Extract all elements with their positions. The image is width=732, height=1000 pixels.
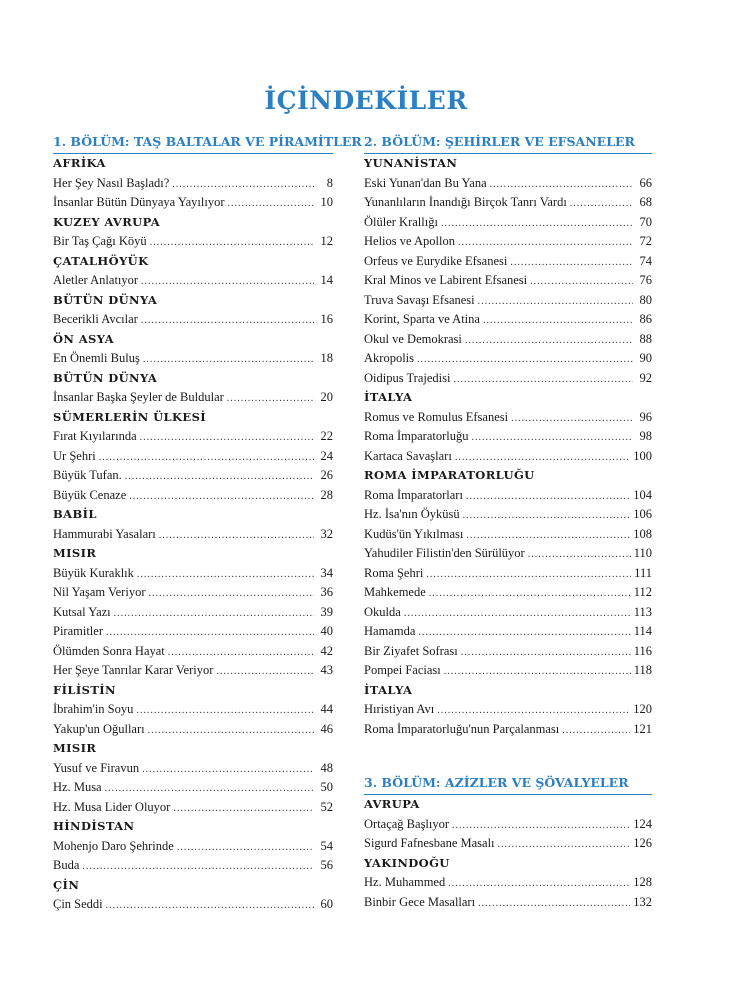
entry-title: Nil Yaşam Veriyor — [53, 585, 146, 599]
dot-leader — [429, 584, 631, 603]
toc-entry[interactable] — [53, 603, 333, 623]
toc-entry[interactable] — [364, 544, 652, 564]
toc-entry[interactable] — [364, 447, 652, 467]
toc-entry[interactable] — [364, 291, 652, 311]
entry-title: Aletler Anlatıyor — [53, 273, 139, 287]
entry-title: Akropolis — [364, 351, 414, 365]
entry-title: Büyük Kuraklık — [53, 565, 134, 580]
page-number: 22 — [320, 429, 333, 443]
dot-leader — [148, 584, 314, 603]
page-number: 20 — [320, 390, 333, 404]
entry-title: Oidipus Trajedisi — [364, 370, 451, 385]
page-number: 10 — [320, 195, 333, 209]
toc-entry[interactable] — [364, 873, 652, 893]
dot-leader — [417, 350, 633, 369]
dot-leader — [478, 894, 630, 913]
entry-title: Büyük Tufan. — [53, 468, 122, 482]
page-number: 118 — [633, 663, 652, 677]
page-number: 76 — [639, 273, 652, 287]
entry-title: Kartaca Savaşları — [364, 448, 452, 463]
dot-leader — [177, 838, 314, 857]
toc-entry[interactable] — [53, 427, 333, 447]
entry-title: Kudüs'ün Yıkılması — [364, 526, 464, 541]
page-number: 46 — [320, 721, 333, 736]
entry-title: Helios ve Apollon — [364, 234, 455, 248]
toc-entry[interactable] — [53, 661, 333, 681]
page-number: 100 — [633, 448, 652, 463]
page-number: 121 — [633, 721, 652, 736]
toc-entry[interactable] — [364, 720, 652, 740]
dot-leader — [511, 409, 633, 428]
dot-leader — [478, 292, 633, 311]
toc-entry[interactable] — [364, 505, 652, 525]
dot-leader — [444, 662, 631, 681]
page-number: 12 — [320, 234, 333, 248]
dot-leader — [472, 428, 634, 447]
region-heading: KUZEY AVRUPA — [53, 214, 161, 229]
page-number: 112 — [633, 585, 652, 599]
section-title: 3. BÖLÜM: AZİZLER VE ŞÖVALYELER — [364, 775, 652, 795]
dot-leader — [173, 799, 314, 818]
dot-leader — [448, 874, 630, 893]
toc-entry[interactable] — [364, 700, 652, 720]
page-number: 132 — [633, 894, 652, 909]
region-heading: FİLİSTİN — [53, 682, 116, 697]
page-number: 16 — [320, 312, 333, 326]
page-number: 88 — [639, 331, 652, 346]
page-number: 126 — [633, 836, 652, 850]
toc-entry[interactable] — [53, 349, 333, 369]
page-number: 39 — [320, 604, 333, 619]
toc-entry[interactable] — [364, 661, 652, 681]
toc-entry[interactable] — [53, 388, 333, 408]
region-heading: YAKINDOĞU — [364, 855, 450, 870]
dot-leader — [452, 816, 630, 835]
page-number: 32 — [320, 526, 333, 541]
region-heading: AVRUPA — [364, 797, 420, 811]
entry-title: Kutsal Yazı — [53, 604, 111, 619]
dot-leader — [530, 272, 633, 291]
page-number: 111 — [634, 565, 652, 580]
dot-leader — [528, 545, 631, 564]
dot-leader — [168, 643, 314, 662]
toc-entry[interactable] — [364, 232, 652, 252]
page-number: 70 — [639, 214, 652, 229]
toc-entry[interactable] — [364, 834, 652, 854]
dot-leader — [140, 428, 314, 447]
entry-title: Ölümden Sonra Hayat — [53, 643, 165, 658]
region-heading: İTALYA — [364, 390, 413, 404]
dot-leader — [99, 448, 314, 467]
page-number: 120 — [633, 702, 652, 716]
section-title: 1. BÖLÜM: TAŞ BALTALAR VE PİRAMİTLER — [53, 134, 333, 154]
toc-entry[interactable] — [53, 720, 333, 740]
dot-leader — [510, 253, 633, 272]
page-number: 106 — [633, 507, 652, 521]
toc-entry[interactable] — [364, 213, 652, 233]
dot-leader — [216, 662, 314, 681]
entry-title: Hz. Muhammed — [364, 875, 446, 889]
toc-column-right — [364, 134, 652, 912]
page-number: 48 — [320, 760, 333, 775]
toc-entry[interactable] — [53, 837, 333, 857]
toc-entry[interactable] — [53, 525, 333, 545]
entry-title: Okul ve Demokrasi — [364, 331, 462, 346]
dot-leader — [465, 331, 633, 350]
entry-title: Truva Savaşı Efsanesi — [364, 292, 475, 307]
entry-title: Ur Şehri — [53, 448, 96, 463]
page-number: 98 — [639, 429, 652, 443]
toc-entry[interactable] — [364, 486, 652, 506]
dot-leader — [129, 487, 314, 506]
toc-entry[interactable] — [364, 310, 652, 330]
entry-title: Eski Yunan'dan Bu Yana — [364, 175, 487, 190]
region-heading: YUNANİSTAN — [364, 156, 458, 170]
dot-leader — [227, 389, 314, 408]
page-number: 56 — [320, 858, 333, 872]
toc-entry[interactable] — [364, 564, 652, 584]
page-number: 116 — [633, 643, 652, 658]
region-heading: MISIR — [53, 741, 97, 755]
region-heading: ÇATALHÖYÜK — [53, 253, 149, 268]
toc-entry[interactable] — [53, 856, 333, 876]
toc-entry[interactable] — [364, 525, 652, 545]
toc-entry[interactable] — [53, 798, 333, 818]
entry-title: İnsanlar Başka Şeyler de Buldular — [53, 390, 224, 404]
entry-title: Bir Taş Çağı Köyü — [53, 234, 147, 248]
page-number: 36 — [320, 585, 333, 599]
entry-title: Romus ve Romulus Efsanesi — [364, 409, 509, 424]
toc-entry[interactable] — [364, 193, 652, 213]
toc-entry[interactable] — [53, 759, 333, 779]
dot-leader — [125, 467, 314, 486]
page-number: 96 — [639, 409, 652, 424]
dot-leader — [562, 721, 630, 740]
entry-title: Buda — [53, 858, 80, 872]
page-number: 28 — [320, 487, 333, 502]
toc-entry[interactable] — [364, 174, 652, 194]
dot-leader — [455, 448, 630, 467]
entry-title: Fırat Kıyılarında — [53, 429, 137, 443]
page-number: 18 — [320, 351, 333, 365]
entry-title: Piramitler — [53, 624, 103, 638]
toc-entry[interactable] — [364, 427, 652, 447]
page-number: 68 — [639, 195, 652, 209]
entry-title: Mahkemede — [364, 585, 426, 599]
dot-leader — [418, 623, 630, 642]
dot-leader — [490, 175, 633, 194]
region-heading: MISIR — [53, 546, 97, 560]
dot-leader — [498, 835, 631, 854]
page-number: 90 — [639, 351, 652, 365]
page-number: 108 — [633, 526, 652, 541]
dot-leader — [426, 565, 631, 584]
region-heading: BÜTÜN DÜNYA — [53, 370, 158, 385]
toc-entry[interactable] — [53, 895, 333, 915]
entry-title: Roma İmparatorluğu'nun Parçalanması — [364, 721, 560, 736]
toc-entry[interactable] — [53, 271, 333, 291]
entry-title: Ölüler Krallığı — [364, 214, 438, 229]
dot-leader — [136, 701, 314, 720]
entry-title: Yusuf ve Firavun — [53, 760, 140, 775]
dot-leader — [466, 526, 630, 545]
toc-entry[interactable] — [53, 447, 333, 467]
page-title: İÇİNDEKİLER — [264, 86, 468, 115]
page-number: 113 — [633, 604, 652, 619]
page-number: 54 — [320, 838, 333, 853]
entry-title: Çin Seddi — [53, 897, 103, 911]
entry-title: Hz. Musa Lider Oluyor — [53, 799, 171, 814]
section-gap — [364, 739, 652, 775]
page-number: 40 — [320, 624, 333, 638]
toc-entry[interactable] — [53, 700, 333, 720]
dot-leader — [159, 526, 314, 545]
entry-title: En Önemli Buluş — [53, 351, 140, 365]
toc-entry[interactable] — [53, 564, 333, 584]
toc-column-left — [53, 134, 362, 915]
entry-title: İnsanlar Bütün Dünyaya Yayılıyor — [53, 195, 225, 209]
entry-title: Becerikli Avcılar — [53, 312, 138, 326]
dot-leader — [461, 643, 631, 662]
page-number: 8 — [326, 175, 333, 190]
entry-title: Roma İmparatorları — [364, 487, 463, 502]
toc-entry[interactable] — [53, 622, 333, 642]
region-heading: ROMA İMPARATORLUĞU — [364, 468, 535, 482]
entry-title: Binbir Gece Masalları — [364, 894, 476, 909]
toc-entry[interactable] — [364, 642, 652, 662]
region-heading: AFRİKA — [53, 156, 106, 170]
dot-leader — [141, 272, 314, 291]
entry-title: İbrahim'in Soyu — [53, 702, 134, 716]
toc-entry[interactable] — [364, 893, 652, 913]
dot-leader — [172, 175, 314, 194]
page-number: 52 — [320, 799, 333, 814]
page-number: 66 — [639, 175, 652, 190]
entry-title: Yunanlıların İnandığı Birçok Tanrı Vardı — [364, 195, 567, 209]
dot-leader — [137, 565, 314, 584]
page-number: 92 — [639, 370, 652, 385]
entry-title: Büyük Cenaze — [53, 487, 127, 502]
page-number: 128 — [633, 875, 652, 889]
toc-entry[interactable] — [364, 408, 652, 428]
toc-entry[interactable] — [364, 330, 652, 350]
toc-entry[interactable] — [53, 583, 333, 603]
page-number: 74 — [639, 253, 652, 268]
dot-leader — [82, 857, 314, 876]
region-heading: İTALYA — [364, 682, 413, 697]
entry-title: Her Şeye Tanrılar Karar Veriyor — [53, 663, 214, 677]
dot-leader — [404, 604, 631, 623]
dot-leader — [114, 604, 314, 623]
entry-title: Hz. İsa'nın Öyküsü — [364, 507, 460, 521]
toc-entry[interactable] — [364, 252, 652, 272]
toc-entry[interactable] — [364, 349, 652, 369]
section-title: 2. BÖLÜM: ŞEHİRLER VE EFSANELER — [364, 134, 652, 154]
page-number: 44 — [320, 702, 333, 716]
toc-entry[interactable] — [53, 778, 333, 798]
page-number: 50 — [320, 780, 333, 794]
dot-leader — [106, 623, 314, 642]
page-number: 72 — [639, 234, 652, 248]
dot-leader — [463, 506, 631, 525]
dot-leader — [148, 721, 314, 740]
toc-entry[interactable] — [53, 310, 333, 330]
toc-entry[interactable] — [364, 603, 652, 623]
dot-leader — [106, 896, 314, 915]
page-number: 110 — [633, 546, 652, 560]
entry-title: Orfeus ve Eurydike Efsanesi — [364, 253, 508, 268]
entry-title: Roma İmparatorluğu — [364, 429, 469, 443]
entry-title: Korint, Sparta ve Atina — [364, 312, 480, 326]
region-heading: BABİL — [53, 507, 97, 521]
entry-title: Hammurabi Yasaları — [53, 526, 156, 541]
toc-entry[interactable] — [53, 466, 333, 486]
page-number: 60 — [320, 897, 333, 911]
entry-title: Mohenjo Daro Şehrinde — [53, 838, 174, 853]
dot-leader — [453, 370, 633, 389]
page-number: 104 — [633, 487, 652, 502]
dot-leader — [466, 487, 630, 506]
dot-leader — [141, 311, 314, 330]
dot-leader — [570, 194, 633, 213]
page-number: 24 — [320, 448, 333, 463]
region-heading: ÖN ASYA — [53, 331, 114, 346]
dot-leader — [458, 233, 633, 252]
toc-entry[interactable] — [364, 271, 652, 291]
entry-title: Yakup'un Oğulları — [53, 721, 145, 736]
entry-title: Pompei Faciası — [364, 663, 441, 677]
dot-leader — [142, 760, 314, 779]
entry-title: Ortaçağ Başlıyor — [364, 816, 450, 831]
toc-entry[interactable] — [364, 622, 652, 642]
region-heading: HİNDİSTAN — [53, 819, 135, 833]
entry-title: Sigurd Fafnesbane Masalı — [364, 836, 495, 850]
region-heading: SÜMERLERİN ÜLKESİ — [53, 409, 207, 424]
page-number: 26 — [320, 468, 333, 482]
entry-title: Roma Şehri — [364, 565, 424, 580]
dot-leader — [437, 701, 630, 720]
dot-leader — [441, 214, 633, 233]
page-number: 80 — [639, 292, 652, 307]
page-number: 43 — [320, 663, 333, 677]
entry-title: Bir Ziyafet Sofrası — [364, 643, 458, 658]
toc-entry[interactable] — [53, 174, 333, 194]
page-number: 114 — [633, 624, 652, 638]
page-number: 42 — [320, 643, 333, 658]
entry-title: Hamamda — [364, 624, 416, 638]
entry-title: Hıristiyan Avı — [364, 702, 435, 716]
region-heading: ÇİN — [53, 877, 80, 892]
page-number: 34 — [320, 565, 333, 580]
toc-entry[interactable] — [53, 232, 333, 252]
dot-leader — [228, 194, 314, 213]
page-number: 86 — [639, 312, 652, 326]
entry-title: Yahudiler Filistin'den Sürülüyor — [364, 546, 525, 560]
region-heading: BÜTÜN DÜNYA — [53, 292, 158, 307]
toc-entry[interactable] — [53, 486, 333, 506]
dot-leader — [143, 350, 314, 369]
dot-leader — [105, 779, 314, 798]
entry-title: Her Şey Nasıl Başladı? — [53, 175, 170, 190]
entry-title: Okulda — [364, 604, 401, 619]
page-number: 124 — [633, 816, 652, 831]
entry-title: Kral Minos ve Labirent Efsanesi — [364, 273, 528, 287]
toc-entry[interactable] — [53, 193, 333, 213]
toc-entry[interactable] — [364, 815, 652, 835]
toc-entry[interactable] — [364, 369, 652, 389]
dot-leader — [483, 311, 633, 330]
page-number: 14 — [320, 273, 333, 287]
toc-entry[interactable] — [53, 642, 333, 662]
entry-title: Hz. Musa — [53, 780, 102, 794]
dot-leader — [150, 233, 314, 252]
toc-entry[interactable] — [364, 583, 652, 603]
